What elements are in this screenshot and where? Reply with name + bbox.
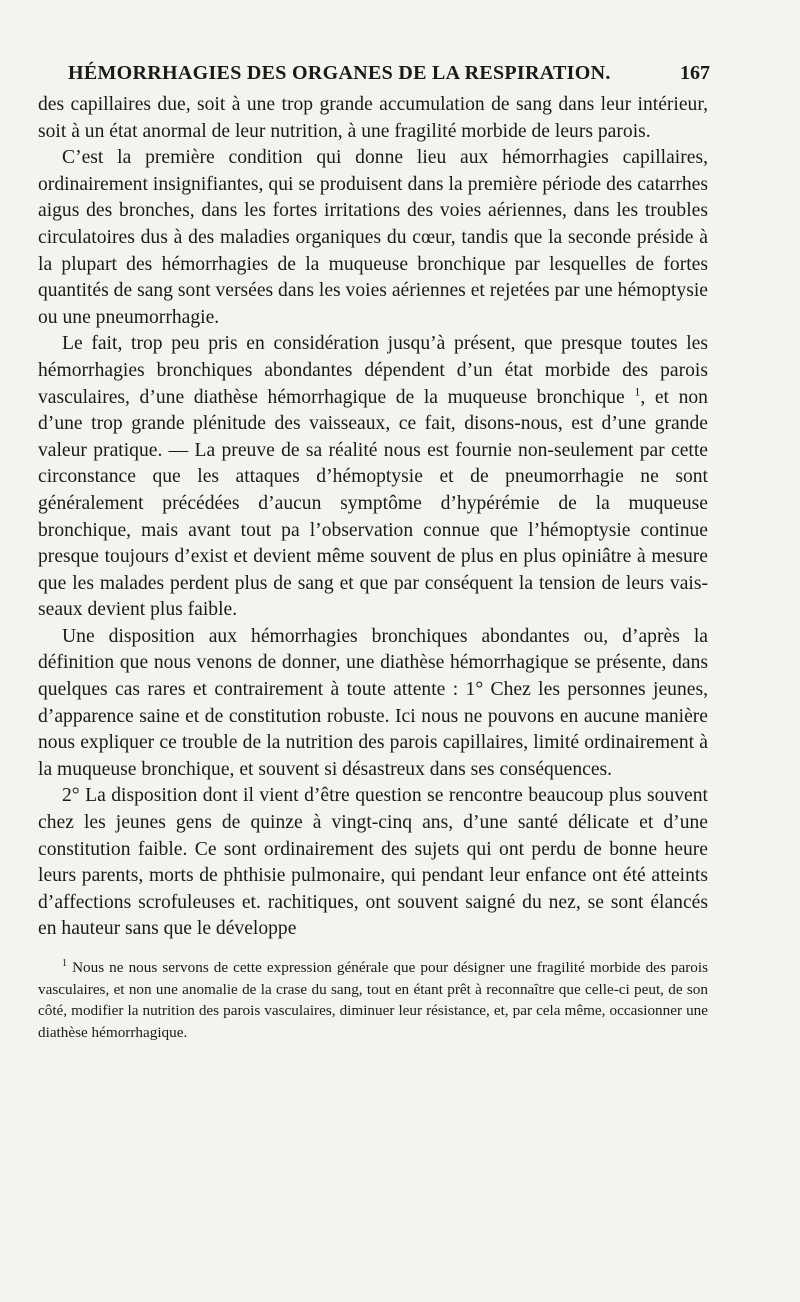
paragraph-2: C’est la première condition qui donne lieu aux hémorrhagies capillaires, ordinairement insignifiantes, qui se produisent dans la première période des catarrhes aigus des bronches, dans les fortes irritations des voies aériennes, dans les troubles circulatoires dus à des maladies organiques du cœur, tandis que la seconde préside à la plupart des hémorrhagies de la muqueuse bronchique par lesquelles de fortes quantités de sang sont versées dans les voies aériennes et rejetées par une hémoptysie ou une pneumorrhagie. bbox=[38, 147, 708, 328]
footnotes bbox=[38, 957, 708, 1043]
footnote-reference: 1 bbox=[634, 384, 641, 398]
paragraph-3-part-2: , et non d’une trop grande plénitude des vaisseaux, ce fait, disons-nous, est d’une grande valeur pratique. — La preuve de sa réalité nous est fournie non-seulement par cette circonstance que les attaques d’hémoptysie et de pneumorrhagie ne sont généralement précédées d’aucun symptôme d’hypérémie de la muqueuse bronchique, mais avant tout pa l’observation connue que l’hémoptysie continue presque toujours d’exist et devient même souvent de plus en plus opiniâtre à mesure que les malades perdent plus de sang et que par conséquent la tension de leurs vaisseaux devient plus faible. bbox=[38, 386, 708, 621]
paragraph-4: Une disposition aux hémorrhagies bronchiques abondantes ou, d’après la définition que nous venons de donner, une diathèse hémorrhagique se présente, dans quelques cas rares et contrairement à toute attente : 1° Chez les personnes jeunes, d’apparence saine et de constitution robuste. Ici nous ne pouvons en aucune manière nous expliquer ce trouble de la nutrition des parois capillaires, limité ordinairement à la muqueuse bronchique, et souvent si désastreux dans ses conséquences. bbox=[38, 625, 708, 780]
footnote-1 bbox=[38, 957, 708, 1043]
running-title: HÉMORRHAGIES DES ORGANES DE LA RESPIRATION. bbox=[68, 62, 611, 84]
paragraph-3 bbox=[38, 331, 708, 624]
book-page bbox=[38, 62, 708, 1043]
footnote-mark: 1 bbox=[62, 957, 67, 969]
running-head bbox=[38, 62, 708, 86]
paragraph-3-part-1: Le fait, trop peu pris en considération jusqu’à présent, que presque toutes les hémorrhagies bronchiques abondantes dépendent d’un état morbide des parois vasculaires, d’une diathèse hémorrhagique de la muqueuse bronchique bbox=[38, 333, 708, 408]
page-number: 167 bbox=[680, 62, 710, 84]
paragraph-5: 2° La disposition dont il vient d’être question se rencontre beaucoup plus souvent chez les jeunes gens de quinze à vingt-cinq ans, d’une santé délicate et d’une constitution faible. Ce sont ordinairement des sujets qui ont perdu de bonne heure leurs parents, morts de phthisie pulmonaire, qui pendant leur enfance ont été atteints d’affections scrofuleuses et. rachitiques, ont souvent saigné du nez, se sont élancés en hauteur sans que le développe bbox=[38, 785, 708, 940]
paragraph-1: des capillaires due, soit à une trop grande accumulation de sang dans leur intérieur, soit à un état anormal de leur nutrition, à une fragilité morbide de leurs parois. bbox=[38, 94, 708, 142]
footnote-text: Nous ne nous servons de cette expression générale que pour désigner une fragilité morbide des parois vasculaires, et non une anomalie de la crase du sang, tout en étant prêt à reconnaître que celle-ci peut, de son côté, modifier la nutrition des parois vasculaires, diminuer leur résistance, et, par cela même, occasionner une diathèse hémorrhagique. bbox=[38, 959, 709, 1041]
body-text bbox=[38, 92, 708, 943]
